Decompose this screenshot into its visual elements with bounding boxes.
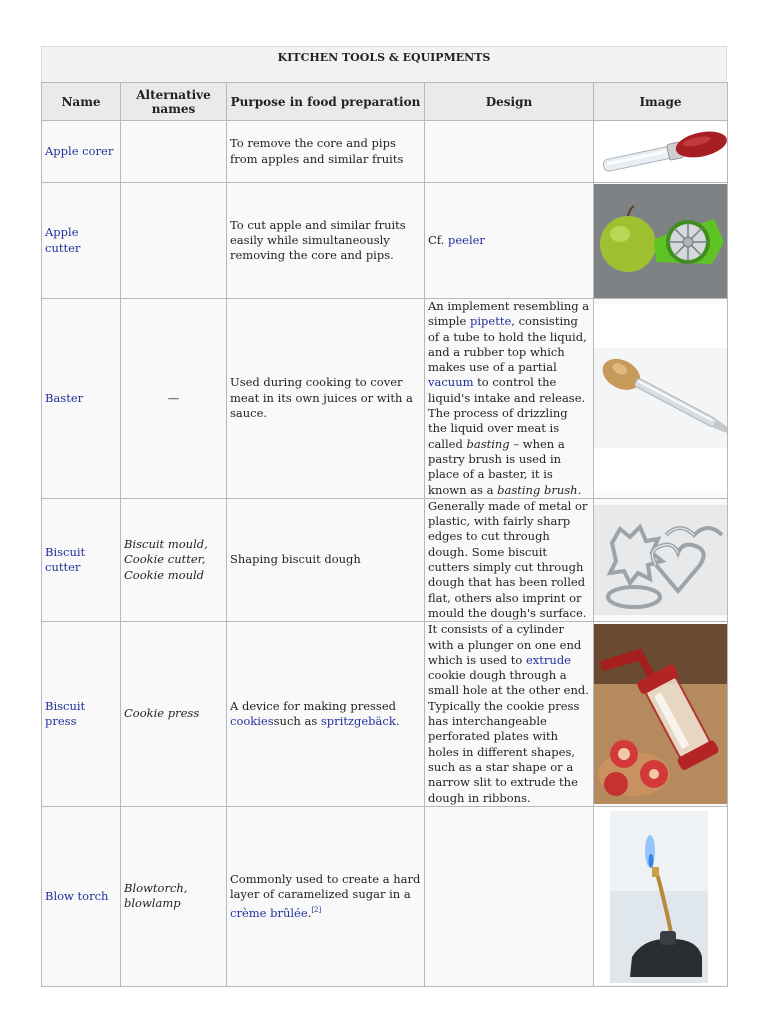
alt-cell (121, 183, 227, 299)
header-row (42, 83, 728, 121)
table-row (42, 121, 728, 183)
baster-photo-icon[interactable] (594, 304, 728, 492)
purpose-cell: Shaping biscuit dough (227, 498, 425, 621)
name-cell (42, 622, 121, 807)
name-cell (42, 183, 121, 299)
blow-torch-link[interactable]: Blow torch (45, 888, 109, 903)
design-cell: Cf. peeler (425, 183, 594, 299)
design-cell: It consists of a cylinder with a plunger on one end which is used to extrude cookie dough through a small hole at the other end. Typically the cookie press has interchangeable perforated plates with holes in different shapes, such as a star shape or a narrow slit to extrude the dough in ribbons. (425, 622, 594, 807)
design-cell: An implement resembling a simple pipette, consisting of a tube to hold the liquid, and a rubber top which makes use of a partial vacuum to control the liquid's intake and release. The process of drizzling the liquid over meat is called basting – when a pastry brush is used in place of a baster, it is known as a basting brush. (425, 299, 594, 499)
alt-cell: — (121, 299, 227, 499)
header-purpose: Purpose in food preparation (227, 83, 425, 121)
pipette-link[interactable]: pipette (470, 314, 512, 329)
peeler-link[interactable]: peeler (447, 232, 485, 247)
name-cell (42, 498, 121, 621)
table-title: KITCHEN TOOLS & EQUIPMENTS (41, 46, 727, 82)
image-cell (594, 498, 728, 621)
biscuit-press-link[interactable]: Biscuit press (45, 698, 86, 729)
purpose-cell: Used during cooking to cover meat in its own juices or with a sauce. (227, 299, 425, 499)
creme-brulee-link[interactable]: crème brûlée (230, 905, 308, 920)
alt-cell: Cookie press (121, 622, 227, 807)
design-cell (425, 806, 594, 986)
apple-cutter-link[interactable]: Apple cutter (45, 225, 81, 255)
cookies-link[interactable]: cookies (230, 714, 274, 729)
purpose-cell: A device for making pressed cookiessuch as spritzgebäck. (227, 622, 425, 807)
purpose-cell: Commonly used to create a hard layer of caramelized sugar in a crème brûlée.[2] (227, 806, 425, 986)
name-cell (42, 806, 121, 986)
purpose-cell: To remove the core and pips from apples and similar fruits (227, 121, 425, 183)
reference-2-link[interactable]: [2] (311, 905, 322, 914)
apple-corer-photo-icon[interactable] (594, 122, 728, 182)
table-row (42, 806, 728, 986)
biscuit-cutter-link[interactable]: Biscuit cutter (45, 544, 86, 575)
name-cell (42, 121, 121, 183)
name-cell (42, 299, 121, 499)
purpose-cell: To cut apple and similar fruits easily while simultaneously removing the core and pips. (227, 183, 425, 299)
alt-cell: Biscuit mould, Cookie cutter, Cookie mould (121, 498, 227, 621)
design-cell: Generally made of metal or plastic, with fairly sharp edges to cut through dough. Some biscuit cutters simply cut through dough that has been rolled flat, others also imprint or mould the dough's surface. (425, 498, 594, 621)
baster-link[interactable]: Baster (45, 390, 84, 405)
biscuit-cutter-photo-icon[interactable] (594, 505, 728, 615)
kitchen-tools-table (41, 82, 728, 987)
header-alternative-names: Alternative names (121, 83, 227, 121)
alt-cell (121, 121, 227, 183)
image-cell (594, 183, 728, 299)
apple-cutter-photo-icon[interactable] (594, 184, 728, 298)
header-design: Design (425, 83, 594, 121)
blow-torch-photo-icon[interactable] (594, 807, 728, 985)
spritzgeback-link[interactable]: spritzgebäck (320, 714, 396, 729)
biscuit-press-photo-icon[interactable] (594, 624, 728, 804)
vacuum-link[interactable]: vacuum (428, 375, 474, 390)
alt-cell: Blowtorch, blowlamp (121, 806, 227, 986)
image-cell (594, 299, 728, 499)
header-name: Name (42, 83, 121, 121)
image-cell (594, 806, 728, 986)
apple-corer-link[interactable]: Apple corer (45, 143, 114, 158)
design-cell (425, 121, 594, 183)
table-row (42, 183, 728, 299)
extrude-link[interactable]: extrude (526, 652, 571, 667)
tools-table-container (41, 46, 727, 987)
table-row (42, 622, 728, 807)
header-image: Image (594, 83, 728, 121)
image-cell (594, 622, 728, 807)
image-cell (594, 121, 728, 183)
table-row (42, 498, 728, 621)
table-row (42, 299, 728, 499)
